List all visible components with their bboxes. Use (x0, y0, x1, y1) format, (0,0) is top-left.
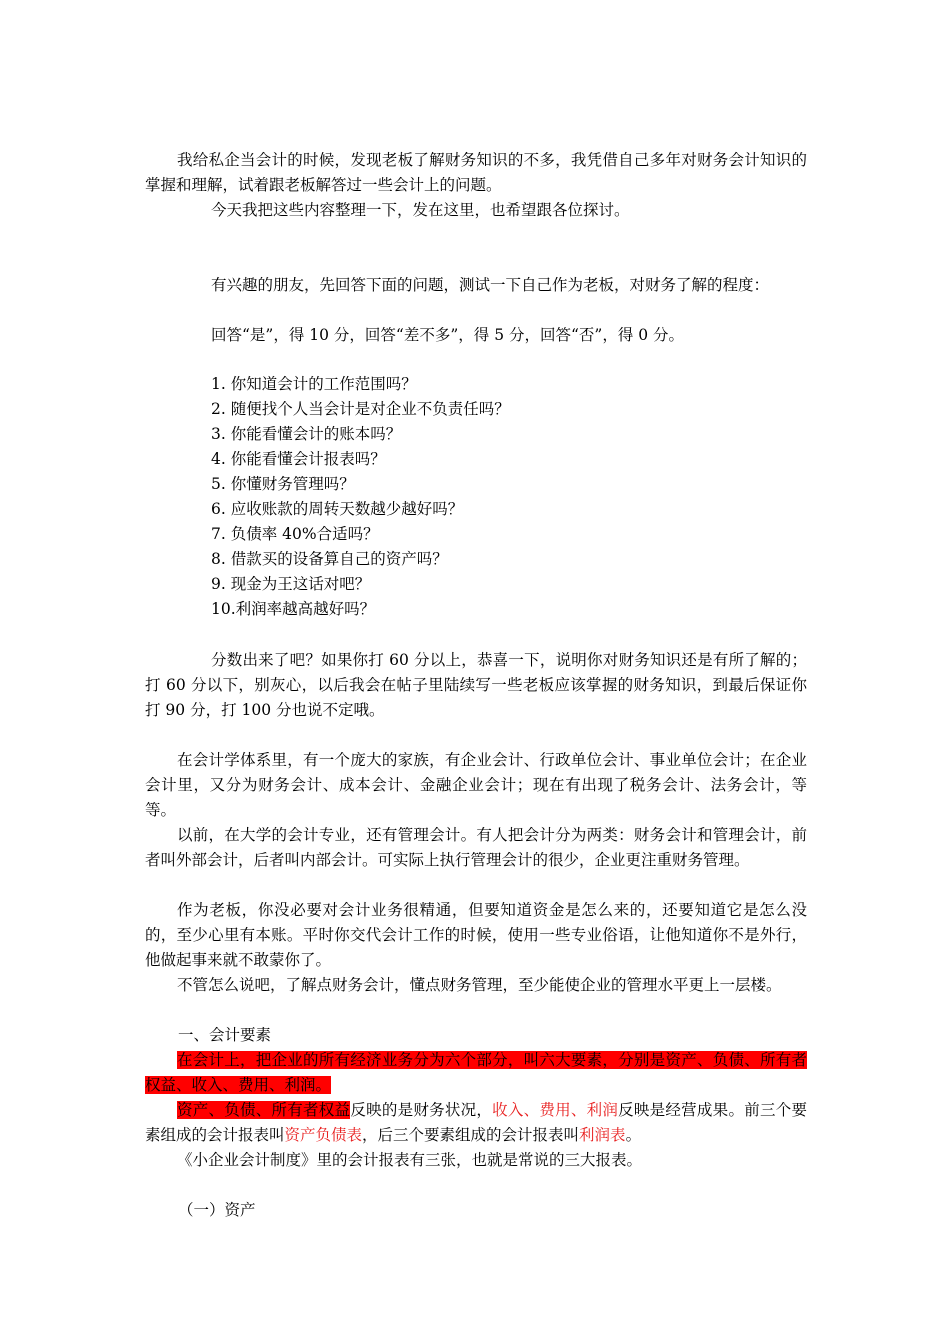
question-item: 7. 负债率 40%合适吗？ (211, 525, 379, 543)
question-item: 6. 应收账款的周转天数越少越好吗？ (211, 500, 464, 518)
body-text: 反映的是财务状况， (350, 1101, 493, 1119)
question-item: 2. 随便找个人当会计是对企业不负责任吗？ (211, 400, 510, 418)
question-item: 10.利润率越高越好吗？ (211, 600, 376, 618)
six-elements-paragraph (145, 1048, 807, 1098)
intro-paragraph: 我给私企当会计的时候，发现老板了解财务知识的不多，我凭借自己多年对财务会计知识的掌握和理解，试着跟老板解答过一些会计上的问题。 (145, 151, 807, 194)
summary-paragraph: 不管怎么说吧，了解点财务会计，懂点财务管理，至少能使企业的管理水平更上一层楼。 (177, 976, 782, 994)
body-text: 。 (625, 1126, 642, 1144)
question-item: 1. 你知道会计的工作范围吗？ (211, 375, 417, 393)
highlighted-text: 资产、负债、所有者权益 (177, 1101, 351, 1119)
red-text: 利润表 (579, 1126, 626, 1144)
question-item: 3. 你能看懂会计的账本吗？ (211, 425, 402, 443)
quiz-intro: 有兴趣的朋友，先回答下面的问题，测试一下自己作为老板，对财务了解的程度： (211, 276, 770, 294)
question-list (211, 372, 510, 622)
question-item: 8. 借款买的设备算自己的资产吗？ (211, 550, 448, 568)
question-item: 4. 你能看懂会计报表吗？ (211, 450, 386, 468)
scoring-rule: 回答“是”，得 10 分，回答“差不多”，得 5 分，回答“否”，得 0 分。 (211, 326, 685, 344)
highlighted-text: 在会计上，把企业的所有经济业务分为六个部分，叫六大要素，分别是资产、负债、所有者权益、收入、费用、利润。 (145, 1051, 807, 1094)
score-paragraph: 分数出来了吧？如果你打 60 分以上，恭喜一下，说明你对财务知识还是有所了解的；打 60 分以下，别灰心，以后我会在帖子里陆续写一些老板应该掌握的财务知识，到最后保证你打 90 分，打 100 分也说不定哦。 (145, 651, 807, 719)
red-text: 收入、费用、利润 (492, 1101, 619, 1119)
question-item: 5. 你懂财务管理吗？ (211, 475, 355, 493)
accounting-family-paragraph: 在会计学体系里，有一个庞大的家族，有企业会计、行政单位会计、事业单位会计；在企业会计里，又分为财务会计、成本会计、金融企业会计；现在有出现了税务会计、法务会计，等等。 (145, 751, 807, 819)
boss-advice-paragraph: 作为老板，你没必要对会计业务很精通，但要知道资金是怎么来的，还要知道它是怎么没的，至少心里有本账。平时你交代会计工作的时候，使用一些专业俗语，让他知道你不是外行，他做起事来就不敢蒙你了。 (145, 901, 807, 969)
intro-paragraph-2: 今天我把这些内容整理一下，发在这里，也希望跟各位探讨。 (211, 201, 630, 219)
body-text: 反映是经营成果。前三个要素组成的会计报表叫 (145, 1101, 807, 1144)
subsection-heading: （一）资产 (178, 1201, 256, 1219)
red-text: 资产负债表 (284, 1126, 363, 1144)
management-accounting-paragraph: 以前，在大学的会计专业，还有管理会计。有人把会计分为两类：财务会计和管理会计，前者叫外部会计，后者叫内部会计。可实际上执行管理会计的很少，企业更注重财务管理。 (145, 826, 807, 869)
elements-paragraph (145, 1098, 807, 1148)
body-text: ，后三个要素组成的会计报表叫 (362, 1126, 580, 1144)
reports-paragraph: 《小企业会计制度》里的会计报表有三张，也就是常说的三大报表。 (177, 1151, 643, 1169)
section-heading: 一、会计要素 (178, 1026, 272, 1044)
question-item: 9. 现金为王这话对吧？ (211, 575, 371, 593)
